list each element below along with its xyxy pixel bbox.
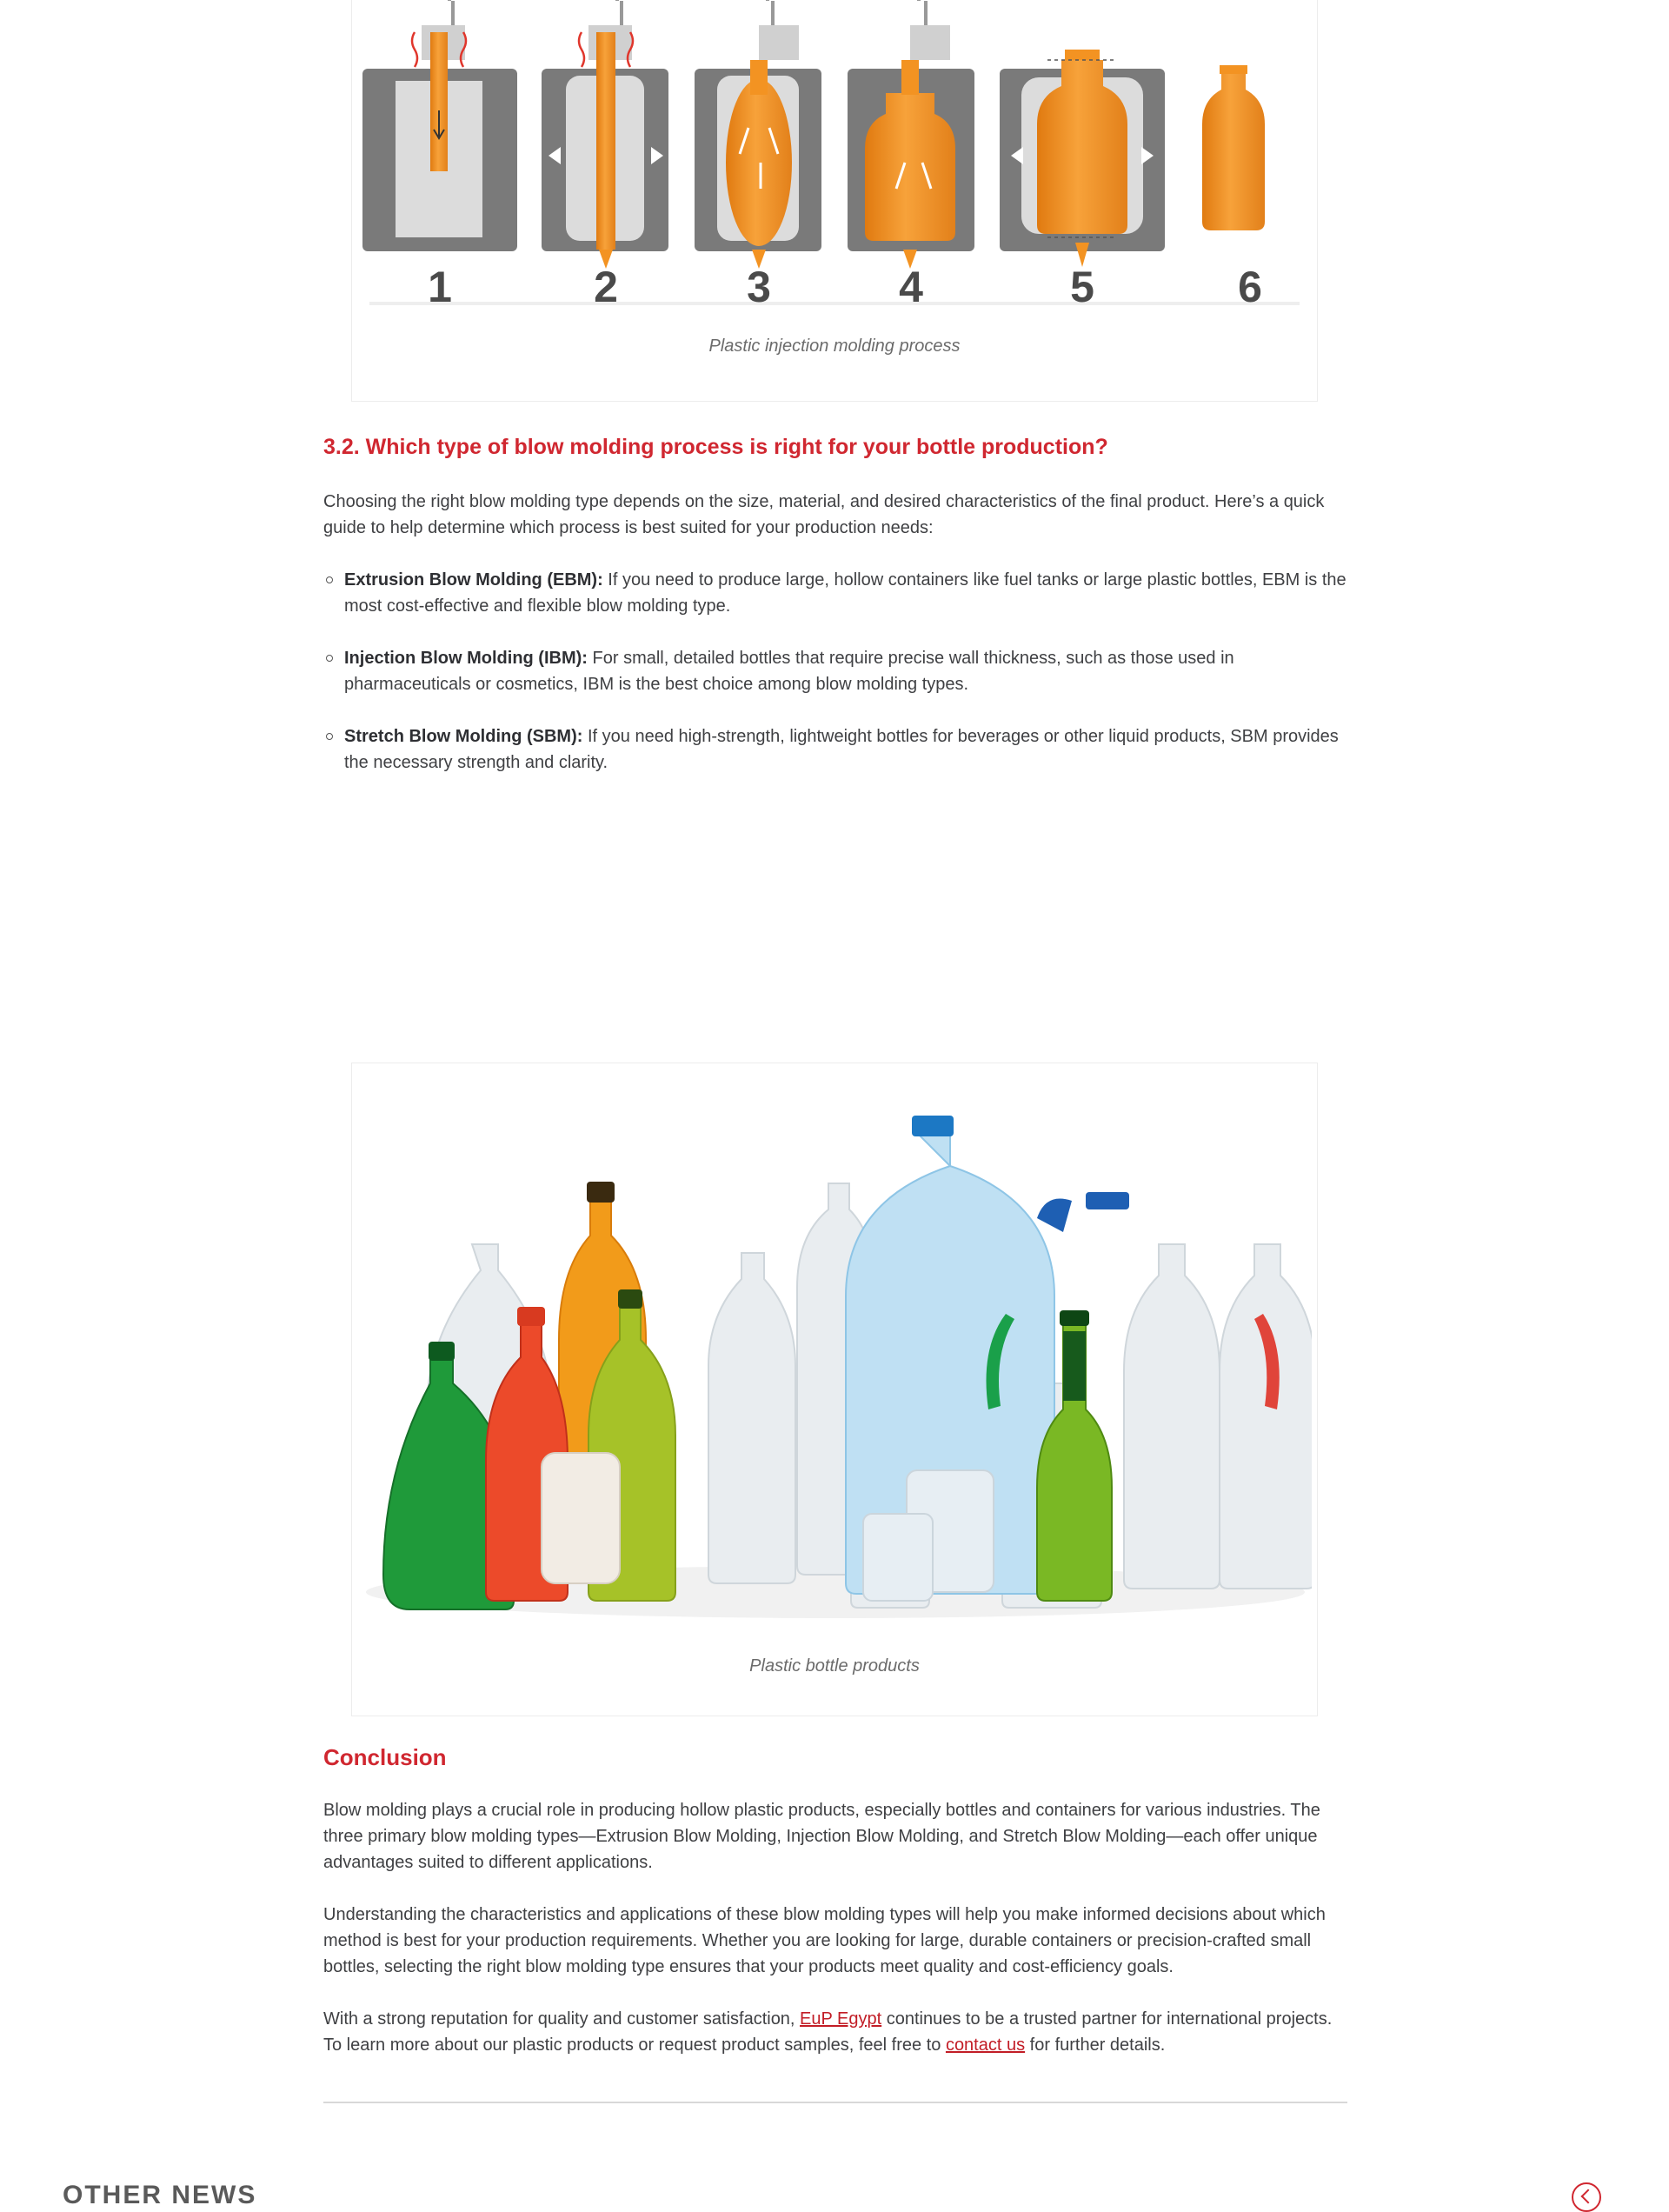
list-item-text: If you need to produce large, hollow containers like fuel tanks or large plastic bottles, EBM is the most cost-effective and flexible blow molding type. <box>344 570 1347 616</box>
step-4-mold <box>848 0 974 269</box>
conclusion-heading: Conclusion <box>323 1744 447 1770</box>
step-number-6: 6 <box>1238 263 1262 311</box>
bottles-figure <box>351 1063 1318 1716</box>
step-number-1: 1 <box>428 263 452 311</box>
list-item <box>323 723 1347 776</box>
paragraph-text: for further details. <box>1025 2035 1166 2055</box>
step-number-2: 2 <box>594 263 618 311</box>
list-item-term: Injection Blow Molding (IBM): <box>344 649 588 668</box>
paragraph-text: continues to be a trusted partner for international projects. To learn more about our plastic products or request product samples, feel free to <box>323 2009 1333 2055</box>
step-number-3: 3 <box>747 263 771 311</box>
process-figure <box>351 0 1318 402</box>
step-2-mold <box>542 0 668 269</box>
conclusion-paragraph-2: Understanding the characteristics and applications of these blow molding types will help you make informed decisions about which method is best for your production requirements. Whether you are looking for large, durable containers or precision-crafted small bottles, selecting the right blow molding type ensures that your products meet quality and cost-efficiency goals. <box>323 1905 1326 1976</box>
list-item-term: Stretch Blow Molding (SBM): <box>344 727 583 746</box>
step-1-mold <box>362 0 517 251</box>
list-item <box>323 645 1347 697</box>
process-illustration <box>352 0 1317 319</box>
other-news-heading: OTHER NEWS <box>63 2181 257 2209</box>
news-carousel-prev-button[interactable] <box>1572 2182 1601 2212</box>
figure-caption: Plastic bottle products <box>749 1656 920 1676</box>
step-number-4: 4 <box>899 263 923 311</box>
conclusion-paragraph-3 <box>323 2006 1347 2058</box>
chevron-left-icon <box>1581 2189 1596 2204</box>
step-6-bottle <box>1202 65 1265 230</box>
list-item-term: Extrusion Blow Molding (EBM): <box>344 570 603 590</box>
contact-us-link[interactable]: contact us <box>945 2035 1026 2055</box>
figure-caption: Plastic injection molding process <box>708 336 961 356</box>
list-item-text: For small, detailed bottles that require precise wall thickness, such as those used in pharmaceuticals or cosmetics, IBM is the best choice among blow molding types. <box>344 649 1234 694</box>
list-item <box>323 567 1347 619</box>
paragraph-text: With a strong reputation for quality and customer satisfaction, <box>323 2009 801 2029</box>
list-item-text: If you need high-strength, lightweight bottles for beverages or other liquid products, SBM provides the necessary strength and clarity. <box>344 727 1339 772</box>
step-3-mold <box>695 0 821 269</box>
blow-molding-type-list <box>323 567 1347 776</box>
step-5-mold <box>1000 50 1165 267</box>
eup-egypt-link[interactable]: EuP Egypt <box>800 2009 882 2029</box>
content-divider <box>323 2102 1347 2103</box>
step-number-5: 5 <box>1070 263 1094 311</box>
conclusion-paragraph-1: Blow molding plays a crucial role in producing hollow plastic products, especially bottles and containers for various industries. The three primary blow molding types—Extrusion Blow Molding, Injection Blow Molding, and Stretch Blow Molding—each offer unique advantages suited to different applications. <box>323 1801 1320 1872</box>
section-heading: 3.2. Which type of blow molding process is right for your bottle production? <box>323 435 1108 459</box>
bottles-photo <box>359 1070 1312 1636</box>
section-intro: Choosing the right blow molding type depends on the size, material, and desired characteristics of the final product. Here’s a quick guide to help determine which process is best suited for your production needs: <box>323 492 1325 537</box>
